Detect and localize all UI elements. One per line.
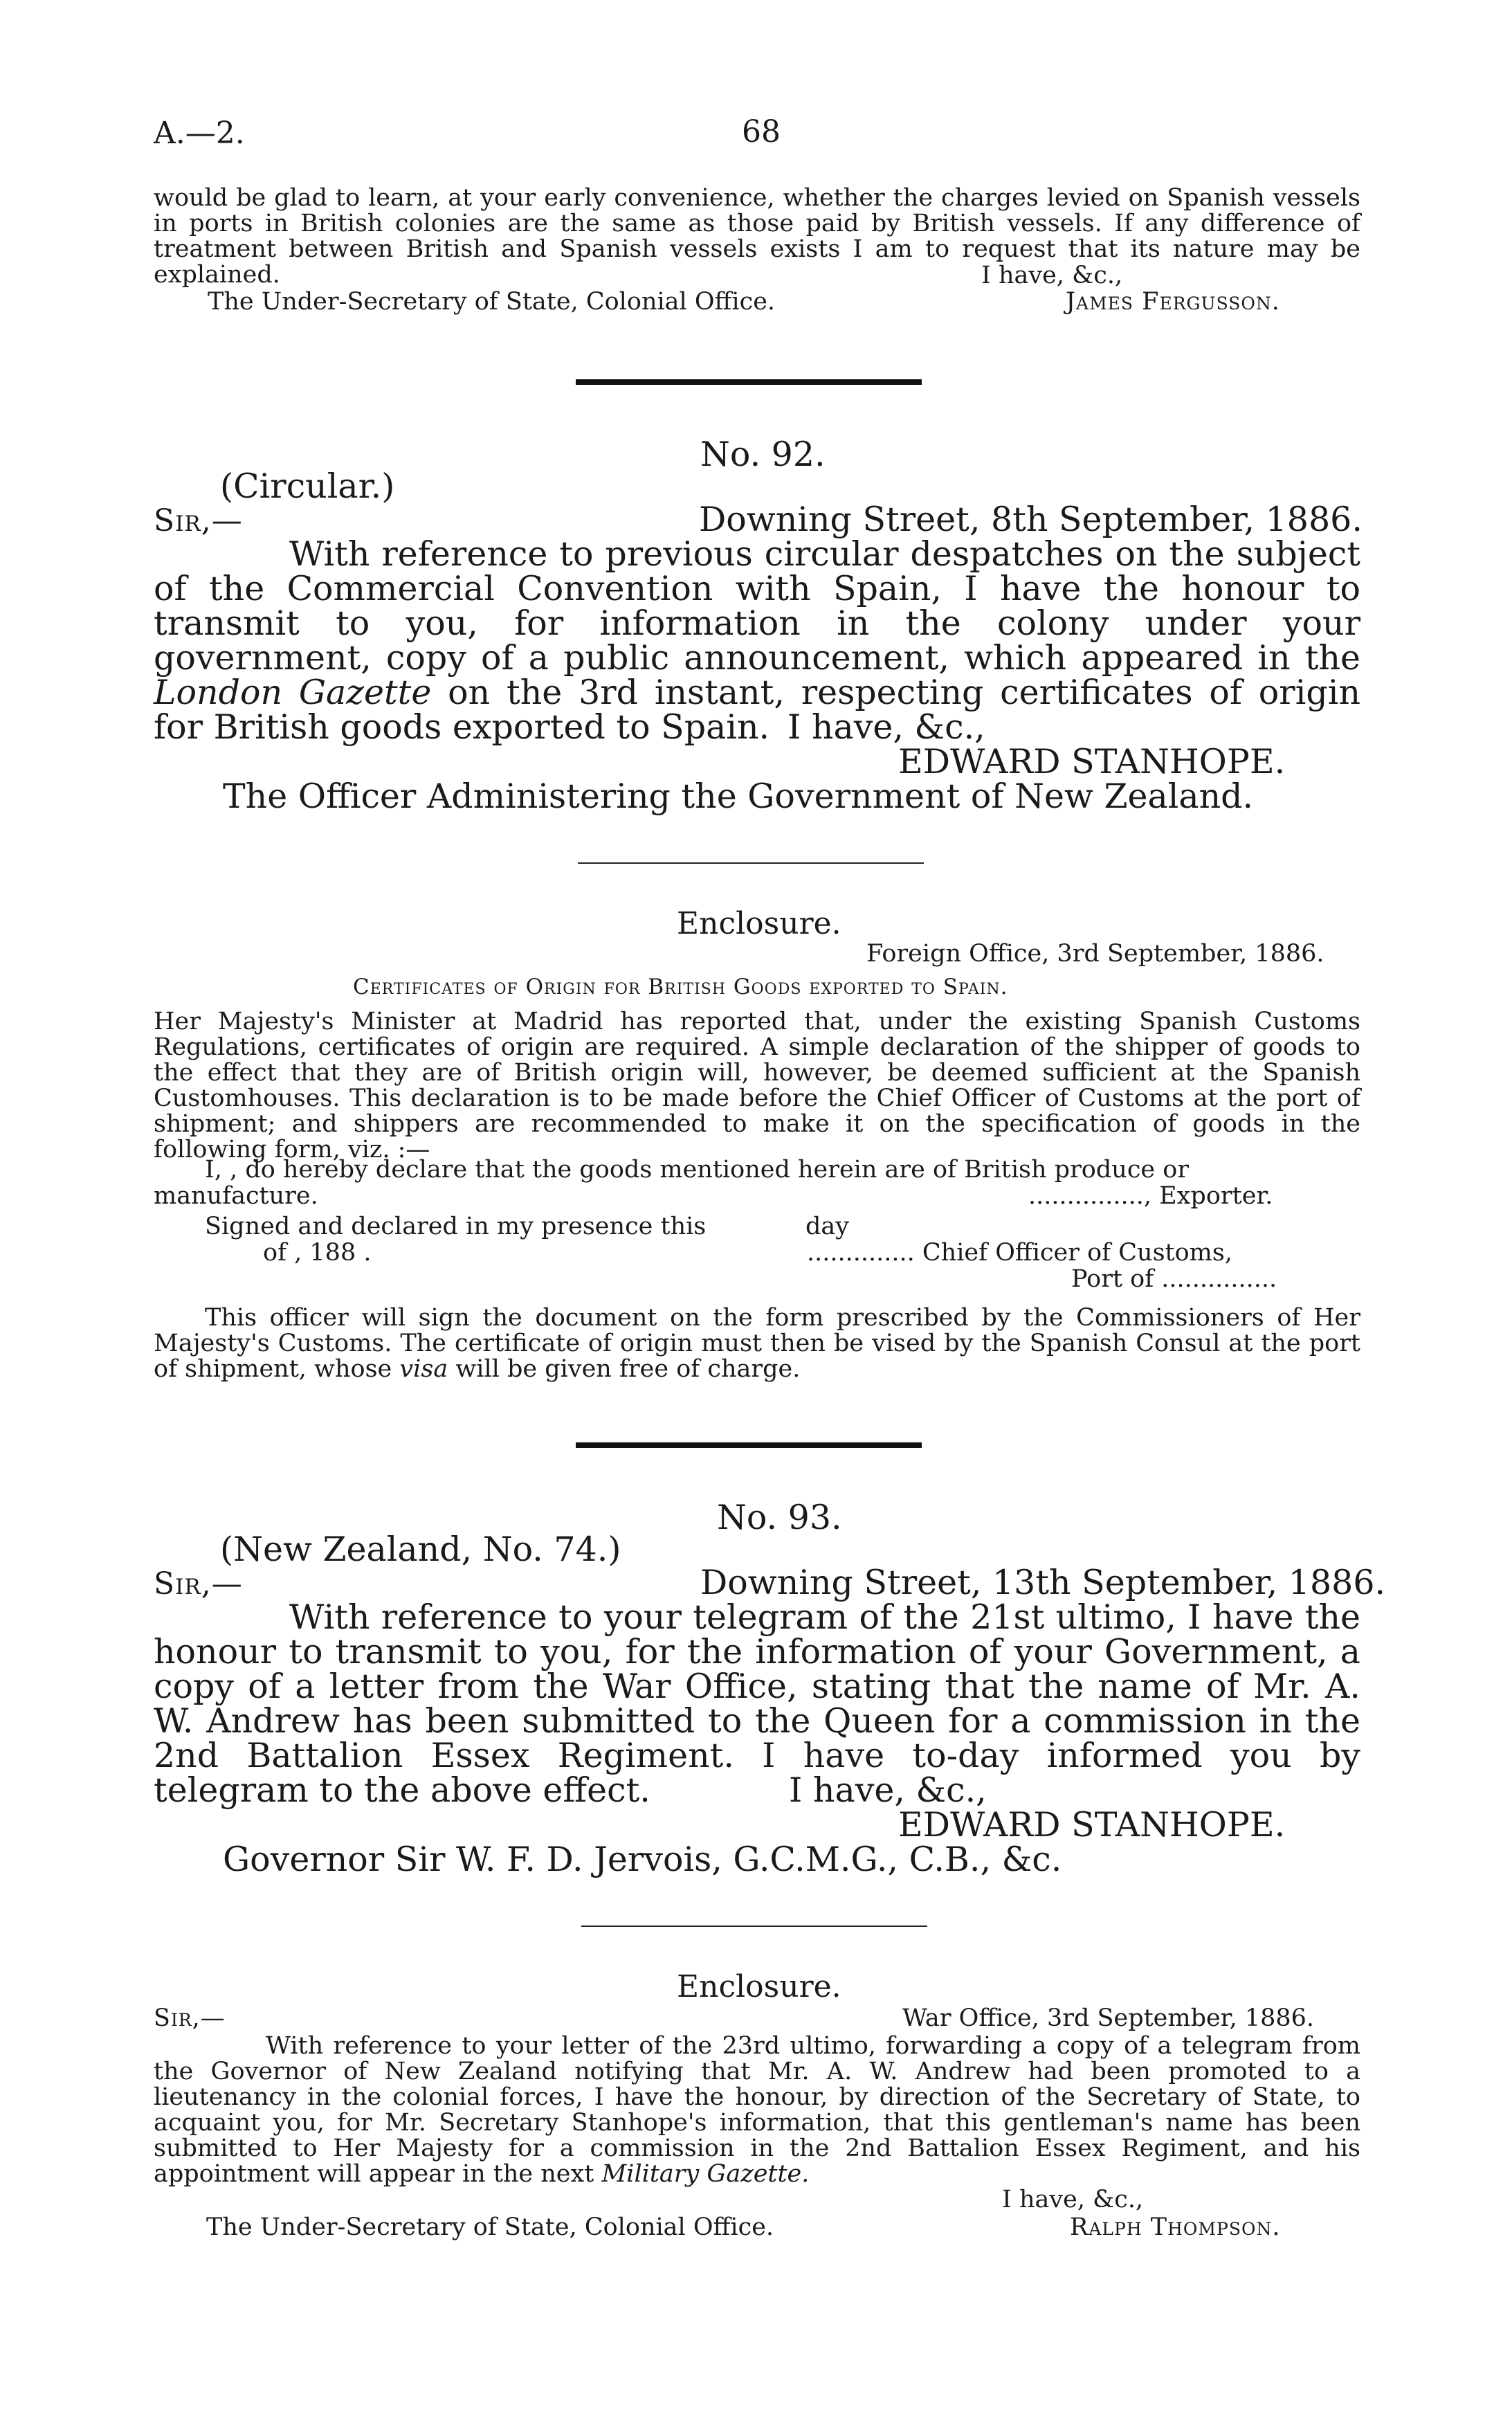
despatch-number: No. 93. <box>717 1498 842 1537</box>
despatch-addressee: The Officer Administering the Government of New Zealand. <box>223 777 1254 816</box>
form-signed: Signed and declared in my presence this <box>205 1213 707 1240</box>
form-chief-officer: .............. Chief Officer of Customs, <box>807 1239 1232 1267</box>
document-reference: A.—2. <box>154 116 245 151</box>
form-of: of , 188 . <box>263 1239 372 1267</box>
enclosure-divider <box>578 862 924 864</box>
enclosure-salutation: Sir,— <box>154 2004 226 2032</box>
form-exporter: ..............., Exporter. <box>1028 1182 1273 1210</box>
despatch-place-date: Downing Street, 8th September, 1886. <box>699 500 1363 539</box>
enclosure-signature: Ralph Thompson. <box>1070 2213 1281 2241</box>
form-port: Port of ............... <box>1071 1265 1277 1293</box>
previous-letter-body: would be glad to learn, at your early convenience, whether the charges levied on Spanish vessels in ports in British colonies are the same as those paid by British vessels. If any difference of treatment between British and Spanish vessels exists I am to request that its nature may be explained. <box>154 184 1360 289</box>
despatch-signature: EDWARD STANHOPE. <box>898 1805 1286 1845</box>
enclosure-body: With reference to your letter of the 23rd ultimo, forwarding a copy of a telegram from the Governor of New Zealand notifying that Mr. A. W. Andrew had been promoted to a lieutenancy in the colonial forces, I have the honour, by direction of the Secretary of State, to acquaint you, for Mr. Secretary Stanhope's information, that this gentleman's name has been submitted to Her Majesty for a commission in the 2nd Battalion Essex Regiment, and his appointment will appear in the next Military Gazette. <box>154 2032 1360 2188</box>
section-divider <box>576 379 922 385</box>
despatch-body: With reference to your telegram of the 21st ultimo, I have the honour to transmit to you, for the information of your Government, a copy of a letter from the War Office, stating that the name of Mr. A. W. Andrew has been submitted to the Queen for a commission in the 2nd Battalion Essex Regiment. I have to-day informed you by telegram to the above effect. <box>154 1597 1360 1810</box>
enclosure-addressee: The Under-Secretary of State, Colonial Office. <box>206 2213 774 2241</box>
despatch-tag: (Circular.) <box>220 466 395 506</box>
enclosure-body: Her Majesty's Minister at Madrid has reported that, under the existing Spanish Customs Regulations, certificates of origin are required. A simple declaration of the shipper of goods to the effect that they are of British origin will, however, be deemed sufficient at the Spanish Customhouses. This declaration is to be made before the Chief Officer of Customs at the port of shipment; and shippers are recommended to make it on the specification of goods in the following form, viz. :— <box>154 1008 1360 1163</box>
enclosure-divider <box>581 1926 927 1927</box>
enclosure-after-form: This officer will sign the document on the form prescribed by the Commissioners of Her Majesty's Customs. The certificate of origin must then be vised by the Spanish Consul at the port of shipment, whose visa will be given free of charge. <box>154 1304 1360 1383</box>
enclosure-closing: I have, &c., <box>1002 2186 1144 2213</box>
despatch-closing: I have, &c., <box>789 1770 987 1810</box>
despatch-salutation: Sir,— <box>154 1566 243 1602</box>
enclosure-heading: Enclosure. <box>677 906 841 941</box>
form-line-manufacture: manufacture. <box>154 1182 318 1210</box>
section-divider <box>576 1442 922 1448</box>
despatch-number: No. 92. <box>700 435 826 474</box>
previous-letter-signature: James Fergusson. <box>1066 288 1280 316</box>
despatch-salutation: Sir,— <box>154 503 243 538</box>
despatch-signature: EDWARD STANHOPE. <box>898 742 1286 781</box>
enclosure-title: Certificates of Origin for British Goods exported to Spain. <box>353 975 1008 999</box>
despatch-body: With reference to previous circular despatches on the subject of the Commercial Convention with Spain, I have the honour to transmit to you, for information in the colony under your government, copy of a public announcement, which appeared in the London Gazette on the 3rd instant, respecting certificates of origin for British goods exported to Spain. <box>154 534 1360 747</box>
despatch-place-date: Downing Street, 13th September, 1886. <box>700 1563 1386 1602</box>
despatch-closing: I have, &c., <box>787 707 985 747</box>
form-day: day <box>805 1213 850 1240</box>
form-line-declaration: I, , do hereby declare that the goods mentioned herein are of British produce or <box>205 1156 1190 1184</box>
enclosure-heading: Enclosure. <box>677 1969 841 2004</box>
previous-letter-addressee: The Under-Secretary of State, Colonial Office. <box>208 288 776 316</box>
despatch-addressee: Governor Sir W. F. D. Jervois, G.C.M.G., C.B., &c. <box>223 1840 1062 1879</box>
page-number: 68 <box>742 114 781 150</box>
enclosure-place-date: War Office, 3rd September, 1886. <box>902 2004 1315 2032</box>
enclosure-place-date: Foreign Office, 3rd September, 1886. <box>866 940 1324 968</box>
despatch-tag: (New Zealand, No. 74.) <box>220 1530 621 1569</box>
previous-letter-closing: I have, &c., <box>981 262 1123 289</box>
